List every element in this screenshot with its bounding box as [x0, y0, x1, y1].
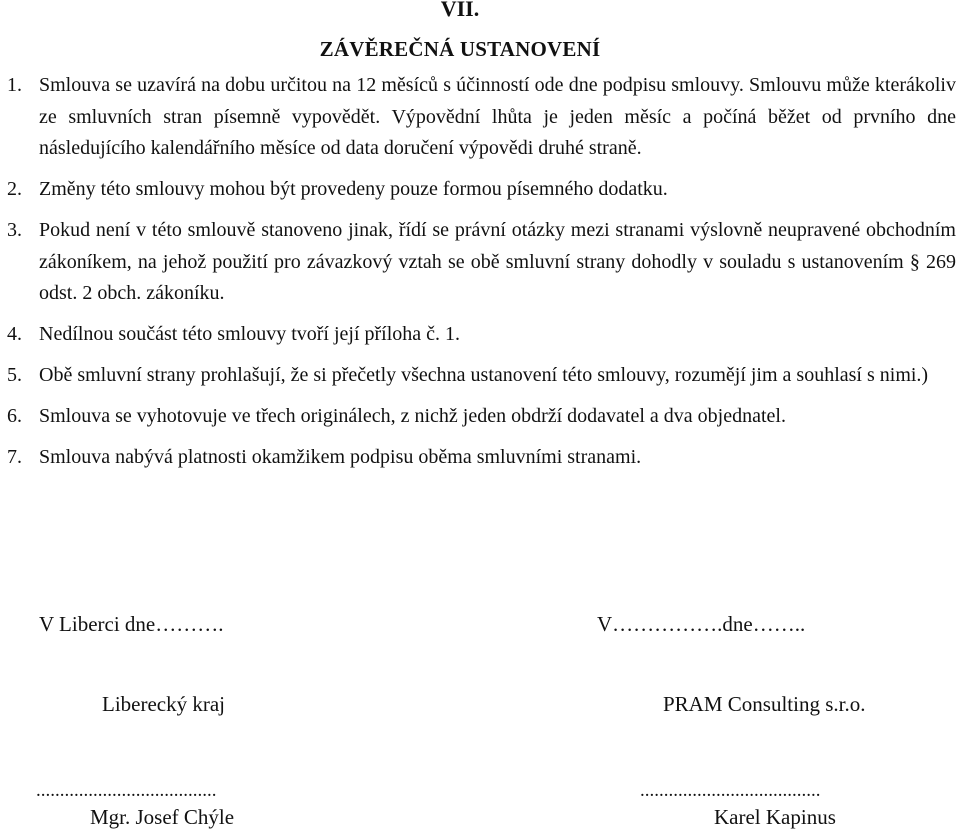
signatory-party-left: Liberecký kraj: [102, 692, 226, 716]
signatory-name-left: Mgr. Josef Chýle: [90, 805, 235, 829]
clause-number: 2.: [7, 178, 22, 200]
clause-list: [7, 70, 956, 483]
section-title: ZÁVĚREČNÁ USTANOVENÍ: [319, 37, 601, 61]
clause-text: Nedílnou součást této smlouvy tvoří její příloha č. 1.: [39, 323, 461, 345]
clause-text: Smlouva se vyhotovuje ve třech originálech, z nichž jeden obdrží dodavatel a dva objednatel.: [39, 405, 786, 427]
clause-text: Smlouva se uzavírá na dobu určitou na 12 měsíců s účinností ode dne podpisu smlouvy. Smlouvu může kterákoliv ze smluvních stran písemně vypovědět. Výpovědní lhůta je jeden měsíc a počíná běžet od prvního dne následujícího kalendářního měsíce od data doručení výpovědi druhé straně.: [39, 74, 956, 159]
clause-number: 1.: [7, 74, 22, 96]
signatory-name-right: Karel Kapinus: [714, 805, 836, 829]
signature-line-right: ......................................: [640, 780, 821, 801]
clause-1: [7, 70, 956, 165]
clause-number: 7.: [7, 446, 22, 468]
clause-7: [7, 442, 956, 474]
clause-6: [7, 401, 956, 433]
clause-4: [7, 319, 956, 351]
section-number: VII.: [440, 0, 480, 21]
signature-place-right: V…………….dne……..: [597, 612, 806, 636]
signature-line-left: ......................................: [36, 780, 217, 801]
clause-number: 3.: [7, 219, 22, 241]
clause-text: Změny této smlouvy mohou být provedeny pouze formou písemného dodatku.: [39, 178, 668, 200]
clause-2: [7, 174, 956, 206]
clause-text: Pokud není v této smlouvě stanoveno jinak, řídí se právní otázky mezi stranami výslovně neupravené obchodním zákoníkem, na jehož použití pro závazkový vztah se obě smluvní strany dohodly v souladu s ustanovením § 269 odst. 2 obch. zákoníku.: [39, 219, 956, 304]
clause-text: Obě smluvní strany prohlašují, že si přečetly všechna ustanovení této smlouvy, rozumějí jim a souhlasí s nimi.): [39, 364, 929, 386]
clause-text: Smlouva nabývá platnosti okamžikem podpisu oběma smluvními stranami.: [39, 446, 642, 468]
signature-place-left: V Liberci dne……….: [39, 612, 224, 636]
clause-3: [7, 215, 956, 310]
clause-number: 6.: [7, 405, 22, 427]
clause-number: 5.: [7, 364, 22, 386]
clause-5: [7, 360, 956, 392]
signatory-party-right: PRAM Consulting s.r.o.: [663, 692, 866, 716]
clause-number: 4.: [7, 323, 22, 345]
